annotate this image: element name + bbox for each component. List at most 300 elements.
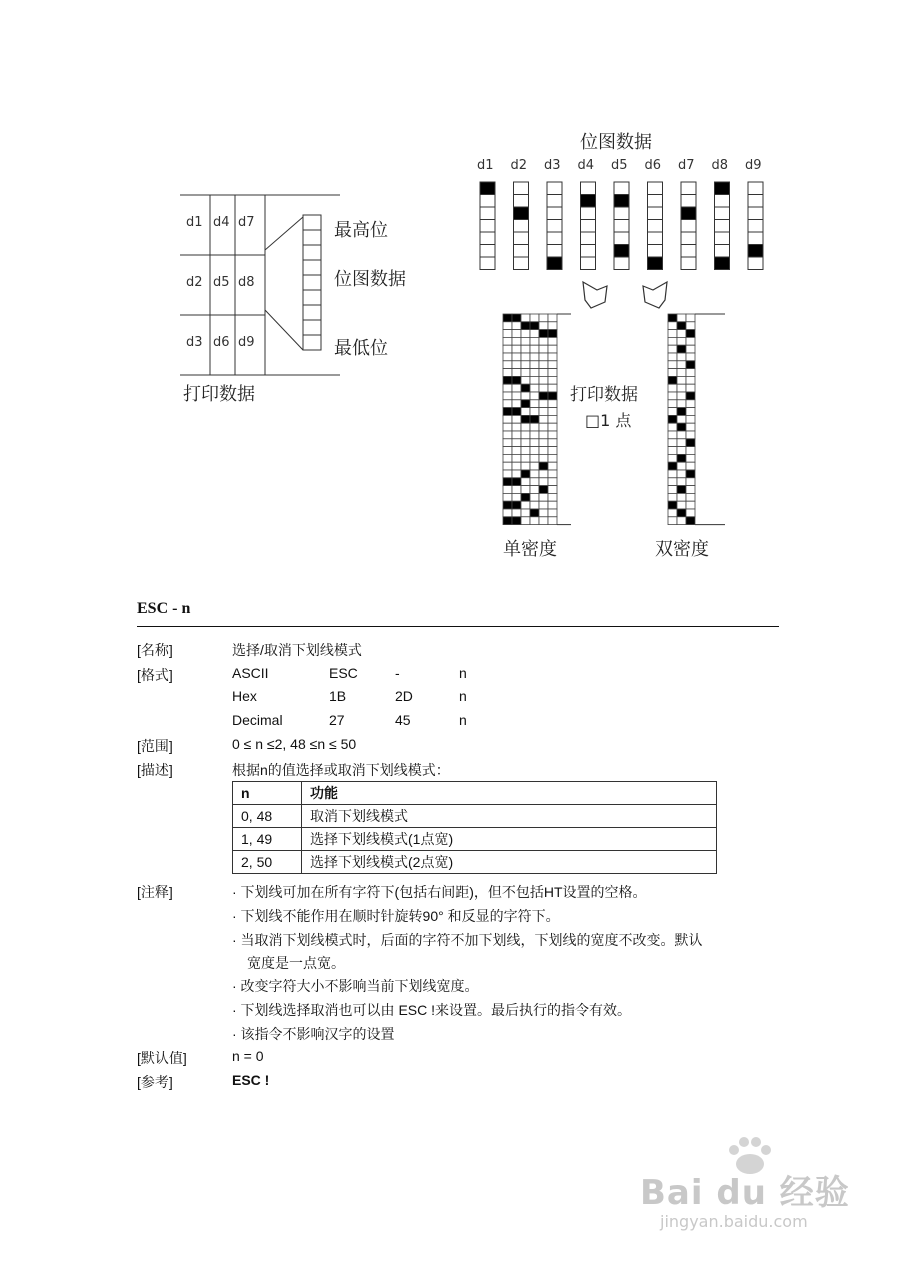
grid-dot: [548, 400, 557, 408]
bitmap-col-label-d3: d3: [544, 158, 561, 173]
grid-dot: [530, 501, 539, 509]
grid-dot: [677, 470, 686, 478]
grid-dot: [677, 509, 686, 517]
bit-cell: [581, 220, 596, 233]
grid-dot: [503, 361, 512, 369]
bit-cell: [547, 220, 562, 233]
grid-dot: [503, 322, 512, 330]
grid-dot: [548, 322, 557, 330]
grid-dot: [530, 400, 539, 408]
grid-dot: [686, 337, 695, 345]
ref-tag: [参考]: [137, 1074, 173, 1090]
grid-dot: [677, 454, 686, 462]
grid-dot: [668, 376, 677, 384]
bit-cell: [480, 182, 495, 195]
grid-dot: [512, 517, 521, 525]
grid-dot: [677, 478, 686, 486]
grid-dot: [503, 454, 512, 462]
bit-cell: [648, 232, 663, 245]
grid-dot: [530, 493, 539, 501]
grid-dot: [503, 493, 512, 501]
grid-dot: [539, 517, 548, 525]
grid-dot: [512, 400, 521, 408]
bit-cell: [480, 232, 495, 245]
grid-dot: [548, 353, 557, 361]
grid-dot: [686, 361, 695, 369]
grid-dot: [503, 470, 512, 478]
grid-dot: [677, 322, 686, 330]
bit-cell: [748, 257, 763, 270]
grid-dot: [686, 384, 695, 392]
grid-dot: [521, 408, 530, 416]
table-header-function: 功能: [302, 782, 717, 805]
format-cell: Decimal: [232, 712, 283, 728]
grid-dot: [530, 486, 539, 494]
grid-dot: [677, 517, 686, 525]
grid-dot: [668, 439, 677, 447]
command-name: 选择/取消下划线模式: [232, 642, 362, 658]
bit-cell: [681, 245, 696, 258]
bit-cell: [715, 182, 730, 195]
bit-cell: [715, 257, 730, 270]
note-item: · 下划线不能作用在顺时针旋转90° 和反显的字符下。: [232, 908, 560, 924]
bit-cell: [547, 232, 562, 245]
grid-dot: [677, 486, 686, 494]
grid-dot: [539, 415, 548, 423]
bit-cell: [614, 232, 629, 245]
grid-dot: [668, 361, 677, 369]
grid-dot: [668, 400, 677, 408]
bit-cell: [581, 245, 596, 258]
grid-dot: [548, 501, 557, 509]
grid-dot: [677, 392, 686, 400]
grid-dot: [539, 369, 548, 377]
grid-dot: [503, 408, 512, 416]
grid-dot: [668, 345, 677, 353]
bit-cell: [480, 207, 495, 220]
grid-dot: [539, 345, 548, 353]
grid-dot: [503, 345, 512, 353]
grid-dot: [521, 345, 530, 353]
grid-dot: [668, 501, 677, 509]
grid-dot: [548, 493, 557, 501]
grid-dot: [668, 431, 677, 439]
format-cell: 1B: [329, 688, 347, 704]
grid-dot: [539, 462, 548, 470]
format-cell: 45: [395, 712, 411, 728]
table-cell: 选择下划线模式(2点宽): [302, 851, 717, 874]
range-tag: [范围]: [137, 738, 173, 754]
bit-cell: [547, 182, 562, 195]
grid-dot: [530, 423, 539, 431]
grid-dot: [686, 392, 695, 400]
grid-dot: [521, 517, 530, 525]
note-item: · 当取消下划线模式时，后面的字符不加下划线，下划线的宽度不改变。默认: [232, 932, 703, 948]
bitmap-col-label-d1: d1: [477, 158, 494, 173]
grid-dot: [686, 376, 695, 384]
grid-dot: [521, 493, 530, 501]
grid-dot: [530, 439, 539, 447]
grid-dot: [539, 423, 548, 431]
grid-dot: [530, 353, 539, 361]
bitmap-columns: [470, 178, 780, 278]
bit-cell: [514, 245, 529, 258]
grid-dot: [668, 392, 677, 400]
grid-dot: [548, 478, 557, 486]
table-row: [233, 805, 717, 828]
grid-dot: [668, 353, 677, 361]
grid-dot: [548, 509, 557, 517]
grid-dot: [512, 330, 521, 338]
bitmap-col-label-d2: d2: [510, 158, 528, 173]
grid-dot: [530, 384, 539, 392]
grid-dot: [686, 454, 695, 462]
grid-dot: [530, 408, 539, 416]
grid-dot: [686, 400, 695, 408]
msb-label: 最高位: [334, 220, 388, 241]
grid-dot: [512, 369, 521, 377]
grid-dot: [539, 361, 548, 369]
grid-dot: [668, 478, 677, 486]
grid-dot: [521, 322, 530, 330]
bit-bracket: [265, 205, 325, 365]
print-grid-cell-d8: d8: [238, 275, 255, 290]
grid-dot: [677, 423, 686, 431]
grid-dot: [503, 517, 512, 525]
command-heading: ESC - n: [137, 600, 191, 617]
grid-dot: [686, 330, 695, 338]
grid-dot: [686, 322, 695, 330]
grid-dot: [512, 470, 521, 478]
bit-cell: [681, 232, 696, 245]
grid-dot: [512, 337, 521, 345]
bitmap-title: 位图数据: [580, 132, 652, 153]
merge-arrows: [575, 278, 675, 314]
bit-cell: [648, 182, 663, 195]
double-density-grid: [660, 310, 730, 530]
grid-dot: [503, 509, 512, 517]
bit-cell: [681, 220, 696, 233]
grid-dot: [539, 392, 548, 400]
grid-dot: [539, 322, 548, 330]
bitmap-col-label-d9: d9: [745, 158, 762, 173]
grid-dot: [686, 493, 695, 501]
bit-cell: [581, 232, 596, 245]
grid-dot: [503, 415, 512, 423]
bit-cell: [547, 207, 562, 220]
format-cell: n: [459, 688, 467, 704]
bit-cell: [514, 207, 529, 220]
grid-dot: [530, 337, 539, 345]
grid-dot: [539, 478, 548, 486]
grid-dot: [530, 345, 539, 353]
bit-cell: [547, 245, 562, 258]
range-value: 0 ≤ n ≤2, 48 ≤n ≤ 50: [232, 736, 357, 752]
grid-dot: [677, 361, 686, 369]
bitmap-col-label-d5: d5: [611, 158, 628, 173]
grid-dot: [530, 330, 539, 338]
grid-dot: [512, 415, 521, 423]
format-cell: ASCII: [232, 665, 269, 681]
grid-dot: [530, 470, 539, 478]
grid-dot: [503, 447, 512, 455]
grid-dot: [530, 478, 539, 486]
grid-dot: [539, 400, 548, 408]
grid-dot: [677, 400, 686, 408]
table-row: [233, 851, 717, 874]
watermark-brand: Bai du 经验: [640, 1173, 850, 1213]
bit-cell: [715, 232, 730, 245]
grid-dot: [512, 462, 521, 470]
grid-dot: [668, 423, 677, 431]
grid-dot: [521, 361, 530, 369]
grid-dot: [503, 384, 512, 392]
single-density-grid: [495, 310, 595, 530]
arrow-left-icon: [583, 282, 607, 308]
grid-dot: [539, 384, 548, 392]
grid-dot: [686, 462, 695, 470]
grid-dot: [668, 330, 677, 338]
grid-dot: [503, 337, 512, 345]
grid-dot: [668, 369, 677, 377]
grid-dot: [503, 314, 512, 322]
grid-dot: [503, 462, 512, 470]
bitmap-col-label-d7: d7: [678, 158, 695, 173]
grid-dot: [677, 447, 686, 455]
grid-dot: [521, 423, 530, 431]
bitmap-col-label-d8: d8: [711, 158, 729, 173]
grid-dot: [503, 369, 512, 377]
grid-dot: [512, 501, 521, 509]
bitmap-col-label-d6: d6: [644, 158, 662, 173]
grid-dot: [686, 478, 695, 486]
grid-dot: [512, 384, 521, 392]
grid-dot: [512, 361, 521, 369]
grid-dot: [548, 314, 557, 322]
grid-dot: [677, 314, 686, 322]
format-cell: ESC: [329, 665, 358, 681]
grid-dot: [530, 517, 539, 525]
grid-dot: [677, 431, 686, 439]
table-cell: 取消下划线模式: [302, 805, 717, 828]
grid-dot: [686, 439, 695, 447]
print-grid-cell-d9: d9: [238, 335, 255, 350]
table-row: [233, 828, 717, 851]
grid-dot: [548, 470, 557, 478]
table-header-n: n: [233, 782, 302, 805]
grid-dot: [668, 486, 677, 494]
grid-dot: [677, 415, 686, 423]
print-grid-cell-d5: d5: [213, 275, 230, 290]
grid-dot: [521, 509, 530, 517]
bit-cell: [581, 195, 596, 208]
bit-cell: [715, 220, 730, 233]
bit-cell: [715, 245, 730, 258]
grid-dot: [548, 517, 557, 525]
grid-dot: [686, 447, 695, 455]
grid-dot: [503, 330, 512, 338]
grid-dot: [539, 439, 548, 447]
grid-dot: [539, 509, 548, 517]
grid-dot: [521, 392, 530, 400]
grid-dot: [512, 376, 521, 384]
grid-dot: [668, 509, 677, 517]
grid-dot: [503, 486, 512, 494]
grid-dot: [512, 478, 521, 486]
format-cell: 27: [329, 712, 345, 728]
grid-dot: [512, 431, 521, 439]
arrow-right-icon: [643, 282, 667, 308]
bit-cell: [547, 257, 562, 270]
default-value: n = 0: [232, 1048, 264, 1064]
notes-tag: [注释]: [137, 884, 173, 900]
grid-dot: [530, 376, 539, 384]
grid-dot: [512, 423, 521, 431]
print-grid-cell-d6: d6: [213, 335, 230, 350]
grid-dot: [530, 431, 539, 439]
table-cell: 0, 48: [233, 805, 302, 828]
grid-dot: [686, 486, 695, 494]
bit-cell: [514, 182, 529, 195]
grid-dot: [548, 462, 557, 470]
grid-dot: [686, 415, 695, 423]
grid-dot: [686, 369, 695, 377]
grid-dot: [521, 337, 530, 345]
grid-dot: [512, 439, 521, 447]
print-grid-cell-d7: d7: [238, 215, 255, 230]
grid-dot: [503, 353, 512, 361]
function-table: [232, 781, 717, 874]
heading-rule: [137, 626, 779, 627]
grid-dot: [539, 501, 548, 509]
bit-cell: [614, 245, 629, 258]
grid-dot: [548, 486, 557, 494]
lsb-label: 最低位: [334, 338, 388, 359]
grid-dot: [548, 345, 557, 353]
watermark-url: jingyan.baidu.com: [660, 1212, 808, 1231]
grid-dot: [530, 314, 539, 322]
grid-dot: [677, 369, 686, 377]
format-cell: -: [395, 665, 400, 681]
bit-cell: [748, 182, 763, 195]
bit-cell: [581, 257, 596, 270]
grid-dot: [668, 337, 677, 345]
grid-dot: [503, 478, 512, 486]
note-item: · 下划线可加在所有字符下(包括右间距)，但不包括HT设置的空格。: [232, 884, 647, 900]
note-item: · 改变字符大小不影响当前下划线宽度。: [232, 978, 479, 994]
grid-dot: [686, 408, 695, 416]
table-header-row: [233, 782, 717, 805]
grid-dot: [686, 509, 695, 517]
grid-dot: [512, 454, 521, 462]
grid-dot: [503, 392, 512, 400]
bitmap-col-label-d4: d4: [577, 158, 595, 173]
grid-dot: [521, 314, 530, 322]
ref-value: ESC !: [232, 1072, 270, 1088]
grid-dot: [539, 353, 548, 361]
single-density-label: 单密度: [503, 539, 557, 560]
grid-dot: [512, 314, 521, 322]
bit-cell: [748, 195, 763, 208]
bit-cell: [748, 207, 763, 220]
grid-dot: [677, 337, 686, 345]
bit-cell: [748, 220, 763, 233]
bit-cell: [748, 232, 763, 245]
bit-cell: [614, 182, 629, 195]
grid-dot: [548, 376, 557, 384]
bit-cell: [648, 257, 663, 270]
grid-dot: [512, 447, 521, 455]
format-cell: 2D: [395, 688, 413, 704]
grid-dot: [677, 462, 686, 470]
bit-cell: [547, 195, 562, 208]
table-cell: 选择下划线模式(1点宽): [302, 828, 717, 851]
grid-dot: [668, 517, 677, 525]
grid-dot: [512, 493, 521, 501]
grid-dot: [548, 431, 557, 439]
grid-dot: [677, 376, 686, 384]
bit-cell: [480, 257, 495, 270]
bit-cell: [748, 245, 763, 258]
bit-cell: [681, 195, 696, 208]
grid-dot: [668, 415, 677, 423]
grid-dot: [503, 423, 512, 431]
grid-dot: [668, 447, 677, 455]
grid-dot: [521, 501, 530, 509]
bit-cell: [480, 245, 495, 258]
bit-cell: [648, 220, 663, 233]
grid-dot: [530, 415, 539, 423]
bit-cell: [648, 245, 663, 258]
grid-dot: [512, 353, 521, 361]
bit-cell: [614, 220, 629, 233]
grid-dot: [530, 369, 539, 377]
grid-dot: [539, 470, 548, 478]
grid-dot: [548, 330, 557, 338]
grid-dot: [668, 408, 677, 416]
grid-dot: [539, 337, 548, 345]
grid-dot: [686, 314, 695, 322]
grid-dot: [677, 330, 686, 338]
grid-dot: [686, 501, 695, 509]
grid-dot: [539, 493, 548, 501]
grid-dot: [521, 470, 530, 478]
grid-dot: [530, 454, 539, 462]
grid-dot: [539, 447, 548, 455]
grid-dot: [521, 369, 530, 377]
grid-dot: [668, 462, 677, 470]
bit-cell: [614, 207, 629, 220]
dot-legend: □1 点: [585, 411, 632, 430]
grid-dot: [668, 454, 677, 462]
print-grid-cell-d2: d2: [186, 275, 203, 290]
note-item: 宽度是一点宽。: [247, 955, 345, 971]
grid-dot: [686, 470, 695, 478]
format-cell: n: [459, 665, 467, 681]
grid-dot: [548, 361, 557, 369]
grid-dot: [521, 415, 530, 423]
table-cell: 1, 49: [233, 828, 302, 851]
grid-dot: [548, 408, 557, 416]
format-cell: Hex: [232, 688, 257, 704]
grid-dot: [668, 314, 677, 322]
bit-cell: [614, 257, 629, 270]
bit-cell: [581, 207, 596, 220]
grid-dot: [521, 478, 530, 486]
grid-dot: [539, 486, 548, 494]
grid-dot: [512, 408, 521, 416]
print-grid-cell-d3: d3: [186, 335, 203, 350]
